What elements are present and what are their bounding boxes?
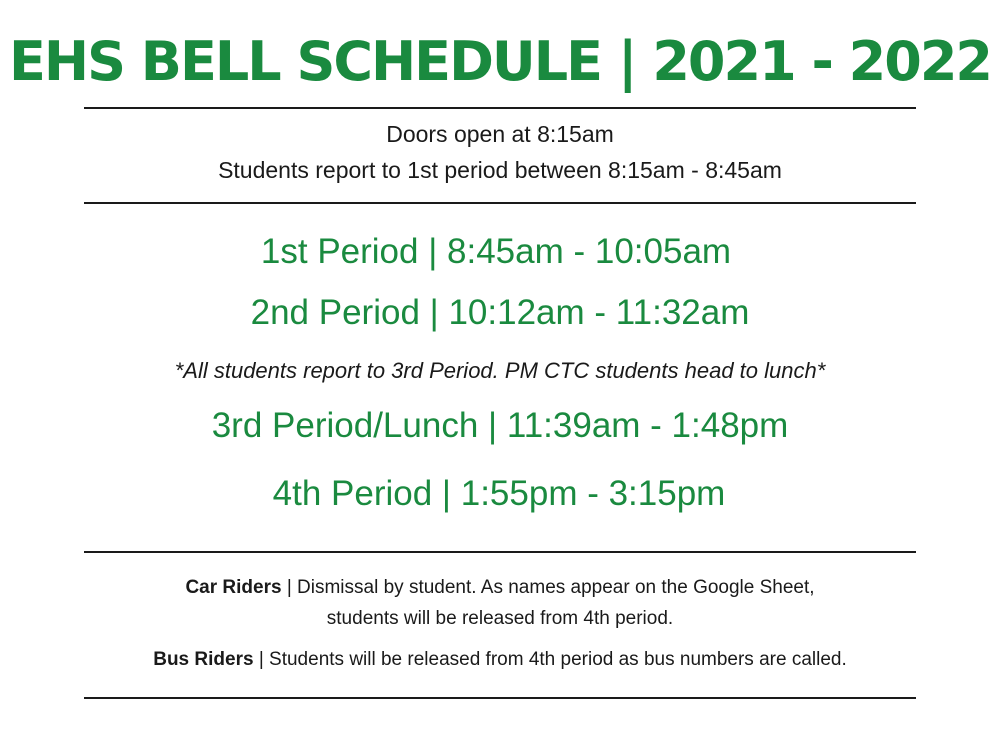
period-1: 1st Period | 8:45am - 10:05am xyxy=(260,232,732,271)
divider-bottom xyxy=(84,697,916,699)
car-riders-line-1 xyxy=(0,572,1000,603)
page-title: EHS BELL SCHEDULE | 2021 - 2022 xyxy=(9,30,991,93)
car-riders-line-2: students will be released from 4th period. xyxy=(326,608,674,629)
divider-intro xyxy=(84,202,916,204)
period-2: 2nd Period | 10:12am - 11:32am xyxy=(250,293,750,332)
bus-riders-text: | Students will be released from 4th period as bus numbers are called. xyxy=(253,649,847,670)
period-3-lunch: 3rd Period/Lunch | 11:39am - 1:48pm xyxy=(211,406,789,445)
lunch-note: *All students report to 3rd Period. PM CTC students head to lunch* xyxy=(174,358,826,383)
bus-riders-label: Bus Riders xyxy=(153,649,254,670)
bus-riders-line xyxy=(0,644,1000,675)
car-riders-text: | Dismissal by student. As names appear on the Google Sheet, xyxy=(281,577,815,598)
period-4: 4th Period | 1:55pm - 3:15pm xyxy=(272,474,726,513)
report-time-text: Students report to 1st period between 8:15am - 8:45am xyxy=(218,157,782,183)
divider-periods xyxy=(84,551,916,553)
divider-top xyxy=(84,107,916,109)
doors-open-text: Doors open at 8:15am xyxy=(386,121,614,147)
car-riders-label: Car Riders xyxy=(185,577,282,598)
